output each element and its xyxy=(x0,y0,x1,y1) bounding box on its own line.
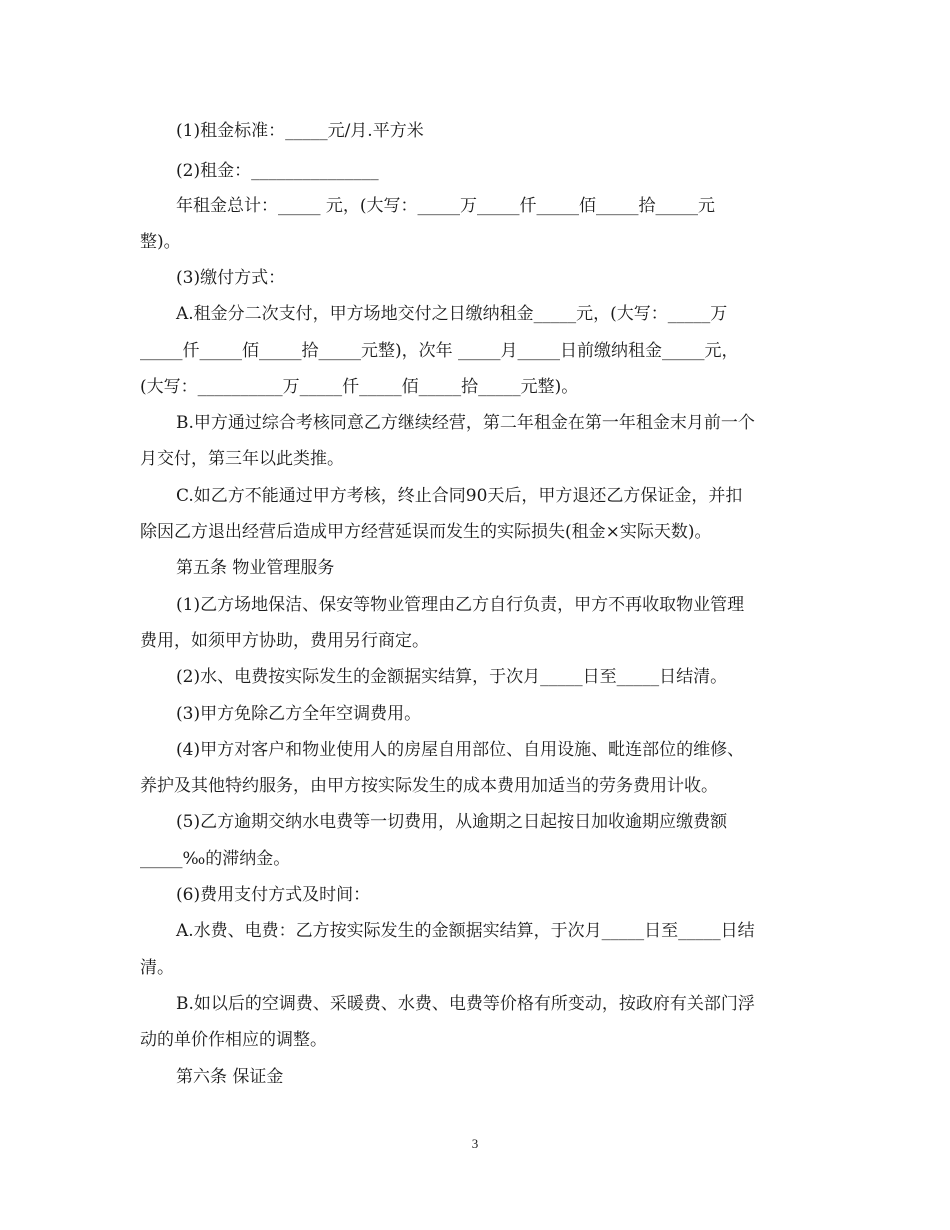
text-line: 养护及其他特约服务，由甲方按实际发生的成本费用加适当的劳务费用计收。 xyxy=(140,776,718,796)
text-line: A.租金分二次支付，甲方场地交付之日缴纳租金_____元，(大写：_____万 xyxy=(176,304,728,324)
section-heading: 第六条 保证金 xyxy=(176,1067,284,1087)
text-line: 费用，如须甲方协助，费用另行商定。 xyxy=(140,631,429,651)
text-line: 除因乙方退出经营后造成甲方经营延误而发生的实际损失(租金×实际天数)。 xyxy=(140,522,712,542)
text-line: 月交付，第三年以此类推。 xyxy=(140,449,344,469)
text-line: (3)甲方免除乙方全年空调费用。 xyxy=(176,704,422,724)
text-line: B.甲方通过综合考核同意乙方继续经营，第二年租金在第一年租金末月前一个 xyxy=(176,413,755,433)
text-line: (1)租金标准：_____元/月.平方米 xyxy=(176,121,424,141)
text-line: 清。 xyxy=(140,958,174,978)
page-number: 3 xyxy=(471,1136,479,1151)
text-line: 整)。 xyxy=(140,232,181,252)
text-line: C.如乙方不能通过甲方考核，终止合同90天后，甲方退还乙方保证金，并扣 xyxy=(176,486,743,506)
text-line: _____‰的滞纳金。 xyxy=(140,849,291,869)
section-heading: 第五条 物业管理服务 xyxy=(176,558,335,578)
text-line: B.如以后的空调费、采暖费、水费、电费等价格有所变动，按政府有关部门浮 xyxy=(176,994,755,1014)
text-line: _____仟_____佰_____拾_____元整)，次年 _____月_____日前缴纳租金_____元， xyxy=(140,341,739,361)
text-line: 动的单价作相应的调整。 xyxy=(140,1030,327,1050)
text-line: (5)乙方逾期交纳水电费等一切费用，从逾期之日起按日加收逾期应缴费额 xyxy=(176,812,728,832)
text-line: (4)甲方对客户和物业使用人的房屋自用部位、自用设施、毗连部位的维修、 xyxy=(176,740,745,760)
text-line: 年租金总计：_____ 元，(大写：_____万_____仟_____佰_____拾_____元 xyxy=(176,196,716,216)
text-line: (大写：__________万_____仟_____佰_____拾_____元整)。 xyxy=(140,377,579,397)
text-line: (3)缴付方式： xyxy=(176,268,286,288)
text-line: (6)费用支付方式及时间： xyxy=(176,885,371,905)
text-line: A.水费、电费：乙方按实际发生的金额据实结算，于次月_____日至_____日结 xyxy=(176,921,755,941)
text-line: (2)租金：_______________ xyxy=(176,161,379,181)
text-line: (1)乙方场地保洁、保安等物业管理由乙方自行负责，甲方不再收取物业管理 xyxy=(176,595,745,615)
text-line: (2)水、电费按实际发生的金额据实结算，于次月_____日至_____日结清。 xyxy=(176,667,728,687)
